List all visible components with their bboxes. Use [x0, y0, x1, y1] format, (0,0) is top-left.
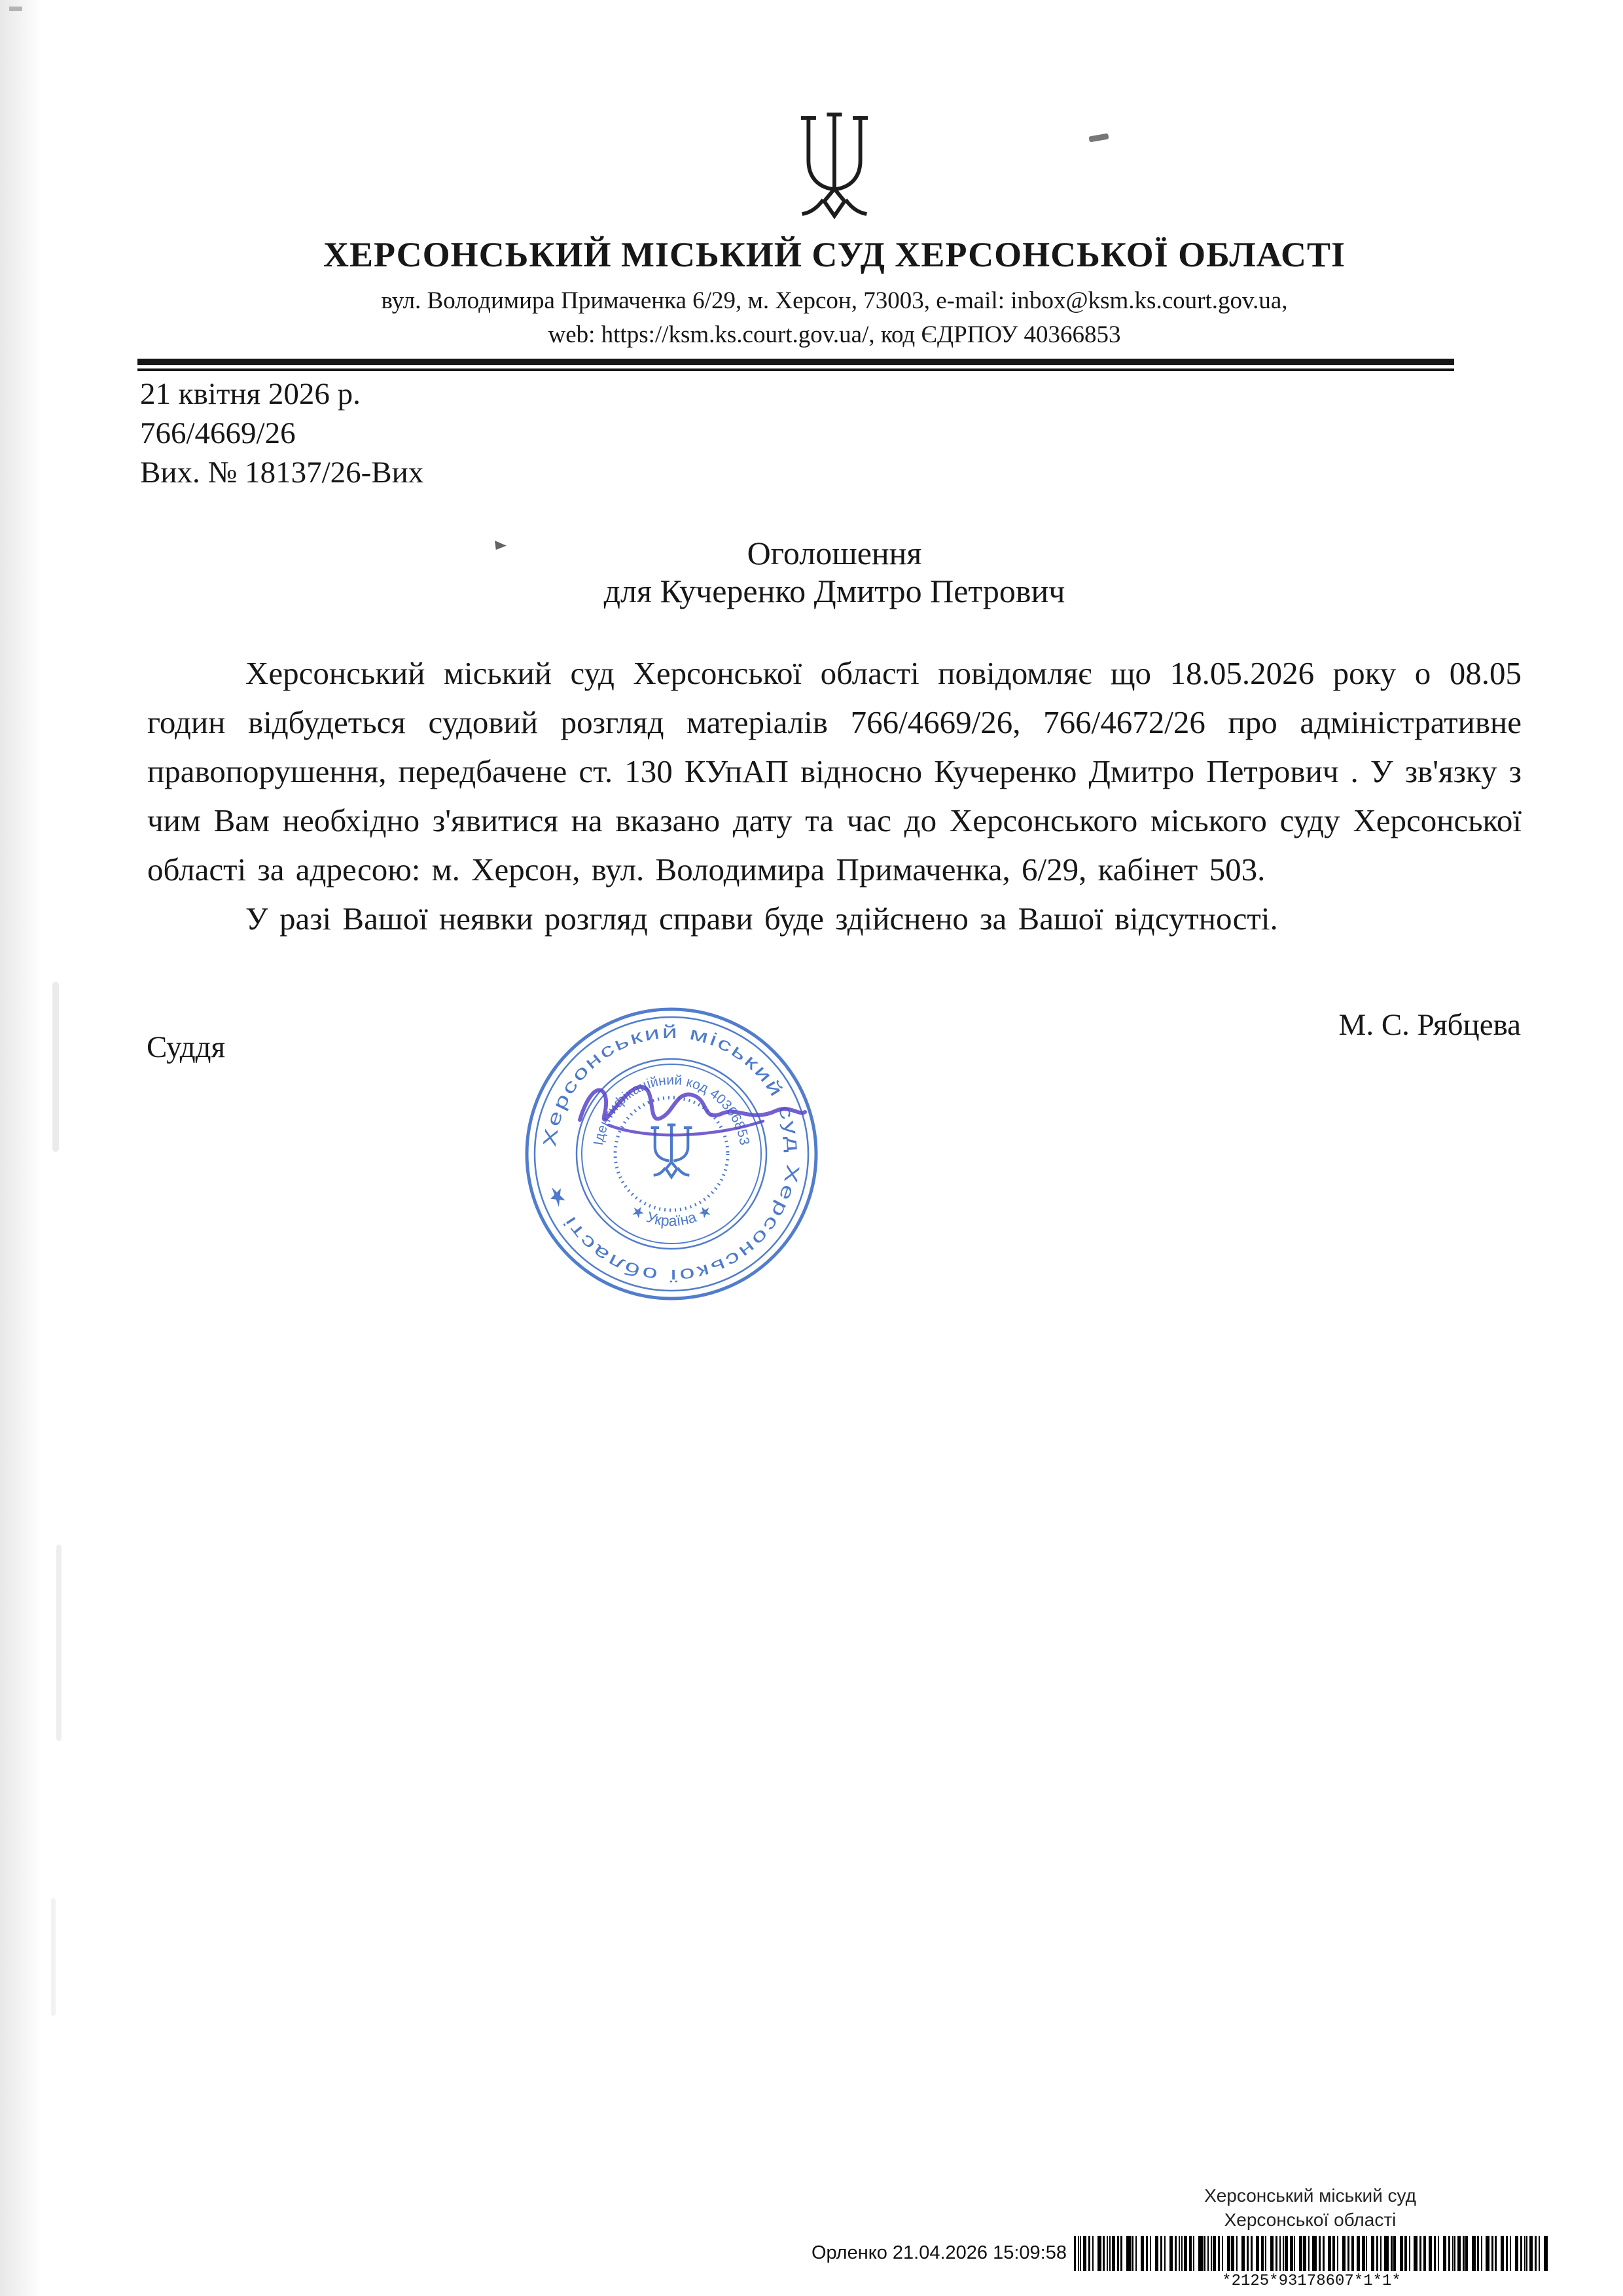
footer-court-line-1: Херсонський міський суд: [1204, 2185, 1416, 2206]
court-stamp: [521, 1003, 822, 1304]
scan-artifact: [56, 1545, 62, 1741]
case-number: 766/4669/26: [140, 416, 296, 450]
stamp-outer-ring-text: Херсонський міський суд Херсонської області ★: [539, 1021, 804, 1287]
operator-timestamp: Орленко 21.04.2026 15:09:58: [811, 2242, 1067, 2263]
scan-artifact: [52, 982, 59, 1152]
judge-label: Суддя: [147, 1030, 226, 1064]
body-paragraph-1: Херсонський міський суд Херсонської області повідомляє що 18.05.2026 року о 08.05 годин відбудеться судовий розгляд матеріалів 766/4669/26, 766/4672/26 про адміністративне правопорушення, передбачене ст. 130 КУпАП відносно Кучеренко Дмитро Петрович . У зв'язку з чим Вам необхідно з'явитися на вказано дату та час до Херсонського міського суду Херсонської області за адресою: м. Херсон, вул. Володимира Примаченка, 6/29, кабінет 503.: [147, 655, 1522, 888]
judge-name: М. С. Рябцева: [1338, 1008, 1521, 1042]
letter-meta: [140, 374, 423, 492]
footer-court-line-2: Херсонської області: [1224, 2210, 1397, 2230]
barcode: [1074, 2236, 1549, 2271]
footer-court-name: [1192, 2183, 1428, 2232]
court-title: ХЕРСОНСЬКИЙ МІСЬКИЙ СУД ХЕРСОНСЬКОЇ ОБЛАСТІ: [323, 235, 1346, 274]
svg-text:★ Україна ★: [628, 1201, 715, 1229]
addressee-line: для Кучеренко Дмитро Петрович: [603, 573, 1065, 609]
scan-artifact: [9, 7, 22, 11]
body-paragraph-2: У разі Вашої неявки розгляд справи буде здійснено за Вашої відсутності.: [245, 901, 1278, 937]
subject-block: [46, 534, 1623, 610]
letter-body: [147, 649, 1522, 943]
court-address-line: вул. Володимира Примаченка 6/29, м. Херсон, 73003, e-mail: inbox@ksm.ks.court.gov.ua,: [381, 287, 1288, 314]
letter-date: 21 квітня 2026 р.: [140, 377, 361, 411]
document-title: Оголошення: [747, 535, 922, 571]
stamp-country-text: ★ Україна ★: [628, 1201, 715, 1230]
barcode-text: *2125*93178607*1*1*: [1222, 2272, 1401, 2290]
outgoing-number: Вих. № 18137/26-Вих: [140, 456, 424, 490]
letterhead-divider: [137, 359, 1454, 371]
court-web-line: web: https://ksm.ks.court.gov.ua/, код ЄДРПОУ 40366853: [548, 321, 1121, 348]
scan-edge-shadow: [0, 0, 42, 2296]
scan-artifact: [51, 1898, 56, 2016]
stamp-id-code-text: Ідентифікаційний код 40366853: [590, 1072, 753, 1147]
ukraine-trident-emblem-icon: [794, 110, 875, 226]
scan-artifact: [1088, 133, 1109, 142]
